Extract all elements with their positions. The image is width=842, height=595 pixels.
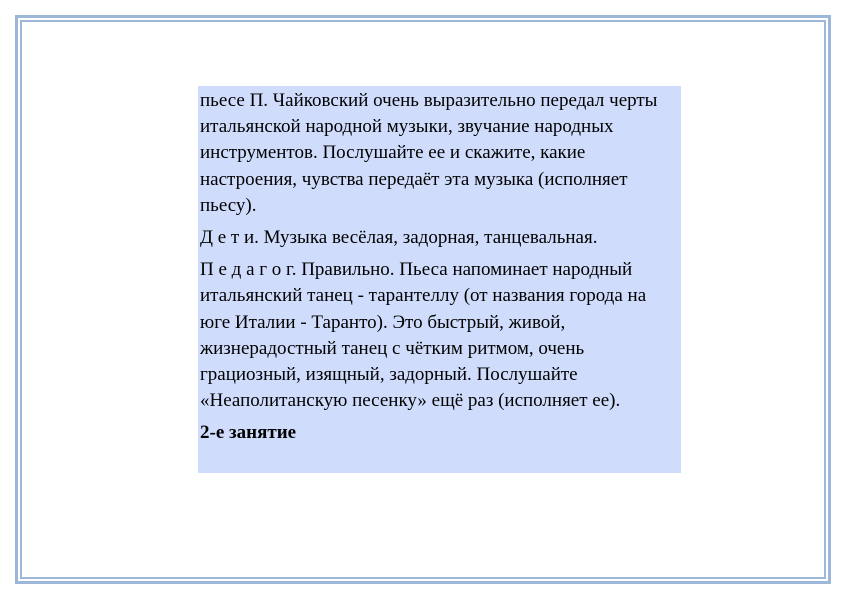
paragraph-children: [200, 225, 679, 251]
lesson-heading: 2-е занятие: [200, 422, 297, 444]
paragraph-teacher: [200, 257, 679, 414]
speaker-children: Д е т и.: [200, 227, 259, 249]
paragraph-teacher-text: Правильно. Пьеса напоминает народный итальянский танец - тарантеллу (от названия города на юге Италии - Таранто). Это быстрый, живой, жизнерадостный танец с чётким ритмом, очень грациозный, изящный, задорный. Послушайте «Неаполитанскую песенку» ещё раз (исполняет ее).: [200, 259, 647, 412]
paragraph-intro-text: пьесе П. Чайковский очень выразительно передал черты итальянской народной музыки, звучание народных инструментов. Послушайте ее и скажите, какие настроения, чувства передаёт эта музыка (исполняет пьесу).: [200, 90, 658, 216]
text-box: [198, 86, 681, 473]
paragraph-intro: [200, 88, 679, 219]
paragraph-children-text: Музыка весёлая, задорная, танцевальная.: [258, 227, 598, 249]
speaker-teacher: П е д а г о г.: [200, 259, 297, 281]
